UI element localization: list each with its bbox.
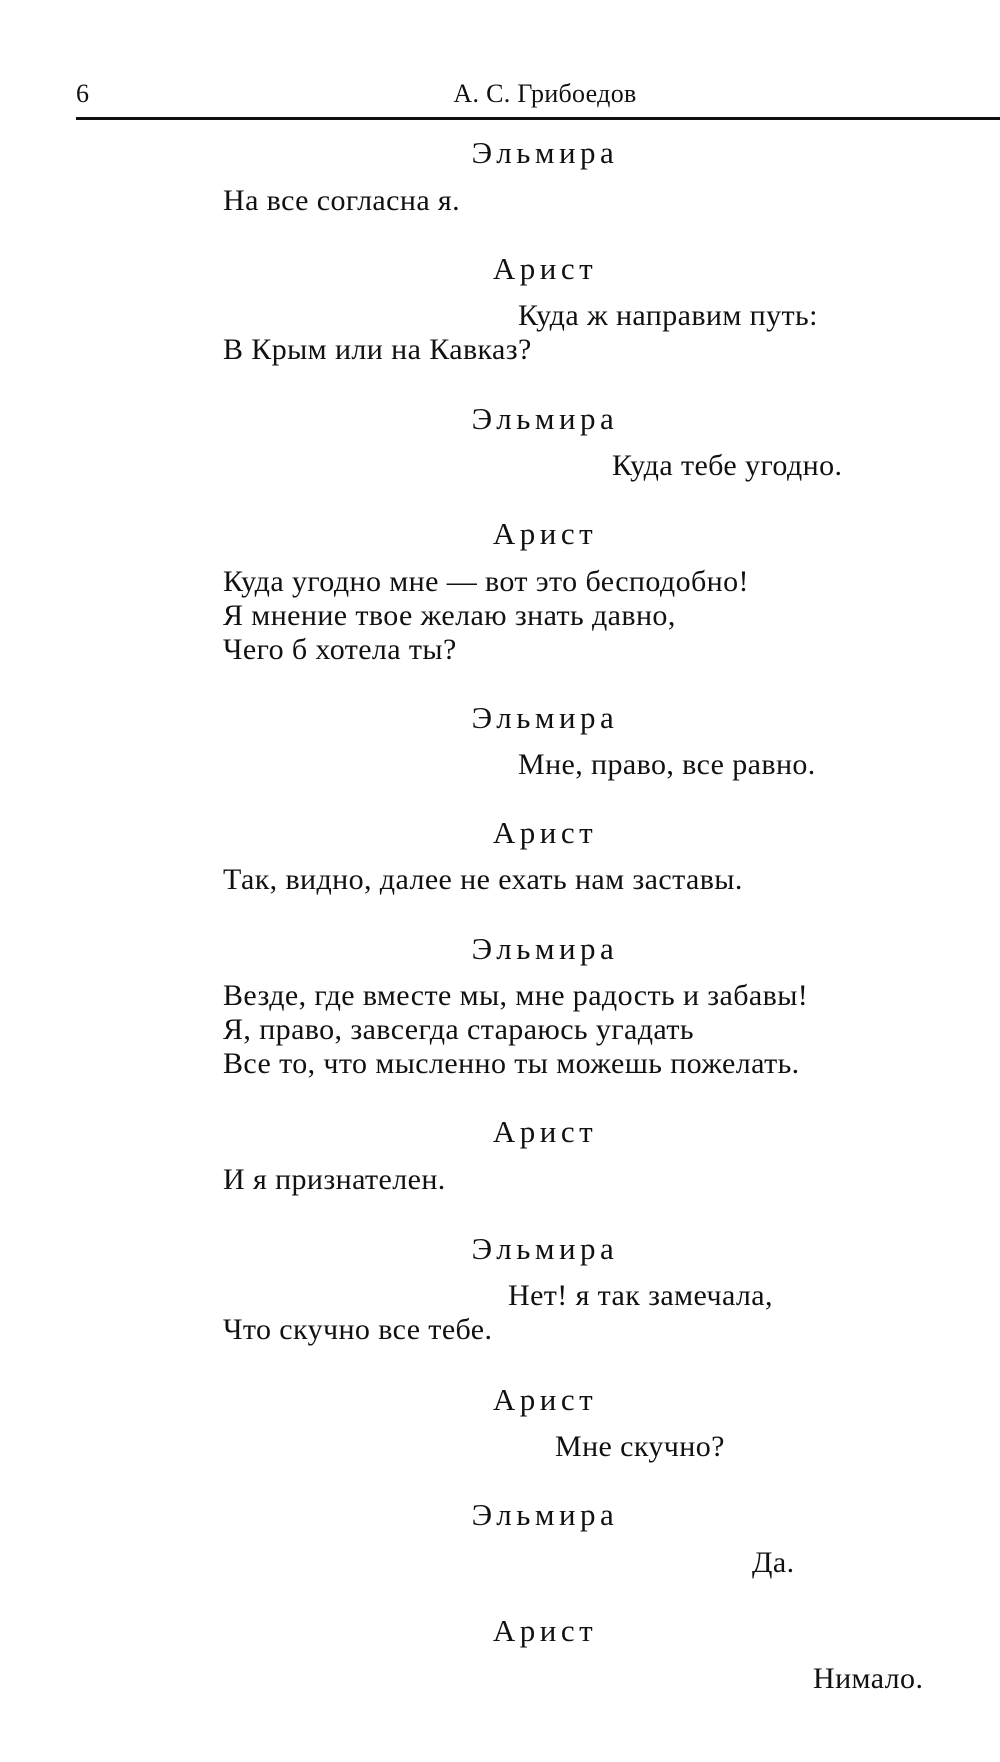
verse-line: Что скучно все тебе.	[223, 1313, 493, 1346]
speaker-name: Эльмира	[471, 1231, 619, 1266]
speaker-name: Эльмира	[471, 700, 619, 735]
speaker-name: Арист	[492, 1613, 598, 1648]
verse-line: Я мнение твое желаю знать давно,	[223, 599, 676, 632]
header-rule	[76, 117, 1000, 120]
verse-line: Нимало.	[813, 1662, 924, 1695]
verse-line: Да.	[752, 1546, 795, 1579]
verse-line: На все согласна я.	[223, 184, 461, 217]
verse-line: И я признателен.	[223, 1163, 446, 1196]
speaker-name: Арист	[492, 815, 598, 850]
verse-line: Куда угодно мне — вот это бесподобно!	[223, 565, 749, 598]
verse-line: Куда ж направим путь:	[518, 299, 818, 332]
verse-line: Мне, право, все равно.	[518, 748, 816, 781]
verse-line: Мне скучно?	[555, 1430, 725, 1463]
speaker-name: Арист	[492, 516, 598, 551]
verse-line: В Крым или на Кавказ?	[223, 333, 532, 366]
verse-line: Так, видно, далее не ехать нам заставы.	[223, 863, 743, 896]
verse-line: Все то, что мысленно ты можешь пожелать.	[223, 1047, 800, 1080]
verse-line: Я, право, завсегда стараюсь угадать	[223, 1013, 694, 1046]
speaker-name: Арист	[492, 1114, 598, 1149]
verse-line: Везде, где вместе мы, мне радость и забавы!	[223, 979, 809, 1012]
verse-line: Нет! я так замечала,	[508, 1279, 773, 1312]
page-number: 6	[76, 79, 89, 108]
verse-line: Чего б хотела ты?	[223, 633, 457, 666]
speaker-name: Эльмира	[471, 1497, 619, 1532]
speaker-name: Эльмира	[471, 931, 619, 966]
speaker-name: Арист	[492, 1382, 598, 1417]
verse-line: Куда тебе угодно.	[612, 449, 843, 482]
running-head: А. С. Грибоедов	[453, 79, 637, 108]
speaker-name: Эльмира	[471, 135, 619, 170]
speaker-name: Арист	[492, 251, 598, 286]
speaker-name: Эльмира	[471, 401, 619, 436]
